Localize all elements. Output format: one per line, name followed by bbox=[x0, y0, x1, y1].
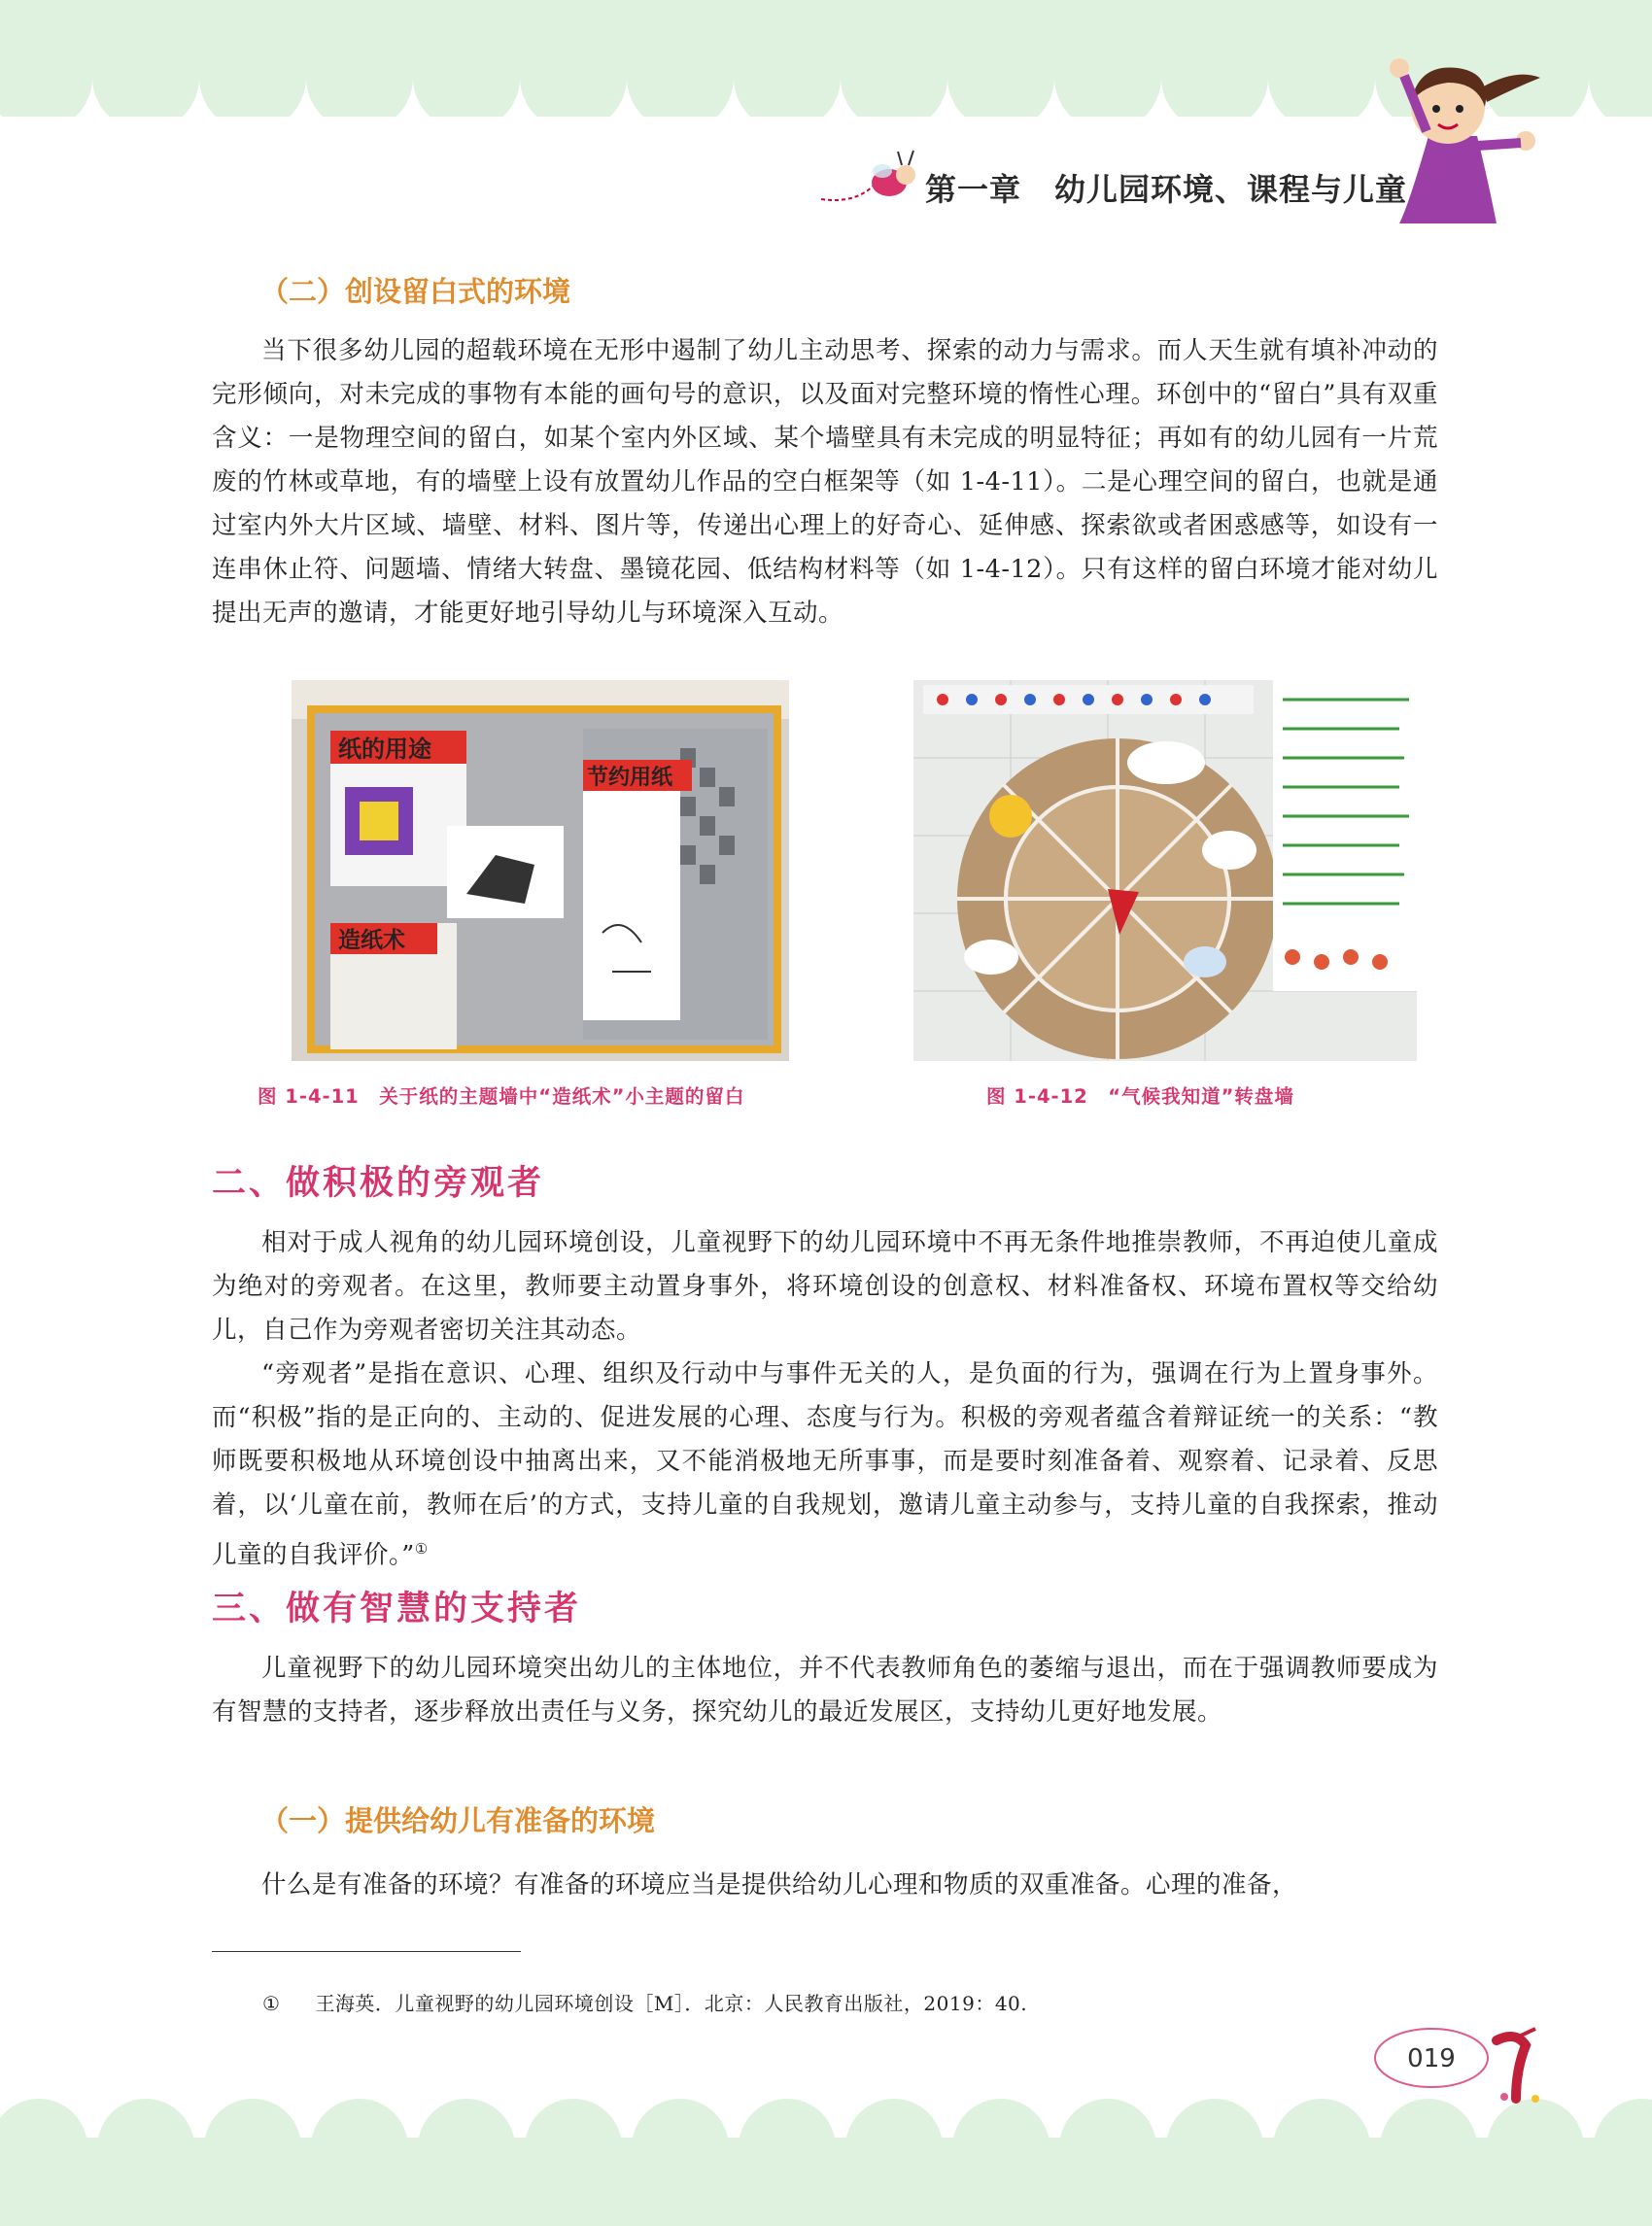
paragraph-observer-1: 相对于成人视角的幼儿园环境创设，儿童视野下的幼儿园环境中不再无条件地推崇教师，不再迫使儿童成为绝对的旁观者。在这里，教师要主动置身事外，将环境创设的创意权、材料准备权、环境布置权等交给幼儿，自己作为旁观者密切关注其动态。 bbox=[212, 1228, 1438, 1345]
chapter-title: 幼儿园环境、课程与儿童 bbox=[1054, 171, 1408, 208]
heading-active-observer: 二、做积极的旁观者 bbox=[212, 1164, 545, 1203]
paragraph-prepared-environment: 什么是有准备的环境？有准备的环境应当是提供给幼儿心理和物质的双重准备。心理的准备， bbox=[261, 1870, 1298, 1900]
subheading-prepared-environment: （一）提供给幼儿有准备的环境 bbox=[260, 1804, 656, 1837]
paragraph-observer-2-text: “旁观者”是指在意识、心理、组织及行动中与事件无关的人，是负面的行为，强调在行为上置身事外。而“积极”指的是正向的、主动的、促进发展的心理、态度与行为。积极的旁观者蕴含着辩证统一的关系：“教师既要积极地从环境创设中抽离出来，又不能消极地无所事事，而是要时刻准备着、观察着、记录着、反思着，以‘儿童在前，教师在后’的方式，支持儿童的自我规划，邀请儿童主动参与，支持儿童的自我探索，推动儿童的自我评价。” bbox=[212, 1359, 1438, 1570]
bottom-decorative-band bbox=[0, 2089, 1652, 2226]
footnote-divider bbox=[212, 1951, 521, 1952]
subheading-leave-blank-environment: （二）创设留白式的环境 bbox=[260, 275, 571, 308]
page-number: 019 bbox=[1407, 2044, 1456, 2073]
figure-1-4-11-caption: 图 1-4-11 关于纸的主题墙中“造纸术”小主题的留白 bbox=[258, 1085, 745, 1108]
paragraph-leave-blank: 当下很多幼儿园的超载环境在无形中遏制了幼儿主动思考、探索的动力与需求。而人天生就有填补冲动的完形倾向，对未完成的事物有本能的画句号的意识，以及面对完整环境的惰性心理。环创中的“留白”具有双重含义：一是物理空间的留白，如某个室内外区域、某个墙壁具有未完成的明显特征；再如有的幼儿园有一片荒废的竹林或草地，有的墙壁上设有放置幼儿作品的空白框架等（如 1-4-11）。二是心理空间的留白，也就是通过室内外大片区域、墙壁、材料、图片等，传递出心理上的好奇心、延伸感、探索欲或者困惑感等，如设有一连串休止符、问题墙、情绪大转盘、墨镜花园、低结构材料等（如 1-4-12）。只有这样的留白环境才能对幼儿提出无声的邀请，才能更好地引导幼儿与环境深入互动。 bbox=[212, 336, 1438, 628]
footnote bbox=[262, 1988, 1027, 2016]
chapter-number: 第一章 bbox=[925, 171, 1022, 208]
footnote-text: 王海英．儿童视野的幼儿园环境创设［M］．北京：人民教育出版社，2019：40. bbox=[315, 1992, 1028, 2015]
footnote-reference: ① bbox=[414, 1540, 429, 1558]
figure-1-4-11-photo bbox=[292, 680, 789, 1061]
bug-illustration bbox=[816, 146, 923, 214]
paragraph-supporter: 儿童视野下的幼儿园环境突出幼儿的主体地位，并不代表教师角色的萎缩与退出，而在于强调教师要成为有智慧的支持者，逐步释放出责任与义务，探究幼儿的最近发展区，支持幼儿更好地发展。 bbox=[212, 1654, 1438, 1727]
footnote-mark: ① bbox=[262, 1992, 281, 2015]
paragraph-observer-2 bbox=[212, 1353, 1438, 1578]
sign-papermaking: 造纸术 bbox=[338, 928, 405, 953]
chapter-header bbox=[925, 165, 1407, 210]
figure-1-4-12-caption: 图 1-4-12 “气候我知道”转盘墙 bbox=[986, 1085, 1294, 1108]
sign-paper-uses: 纸的用途 bbox=[338, 736, 431, 763]
heading-wise-supporter: 三、做有智慧的支持者 bbox=[212, 1590, 582, 1628]
sign-save-paper: 节约用纸 bbox=[587, 766, 673, 790]
figure-1-4-12-photo bbox=[913, 680, 1417, 1061]
